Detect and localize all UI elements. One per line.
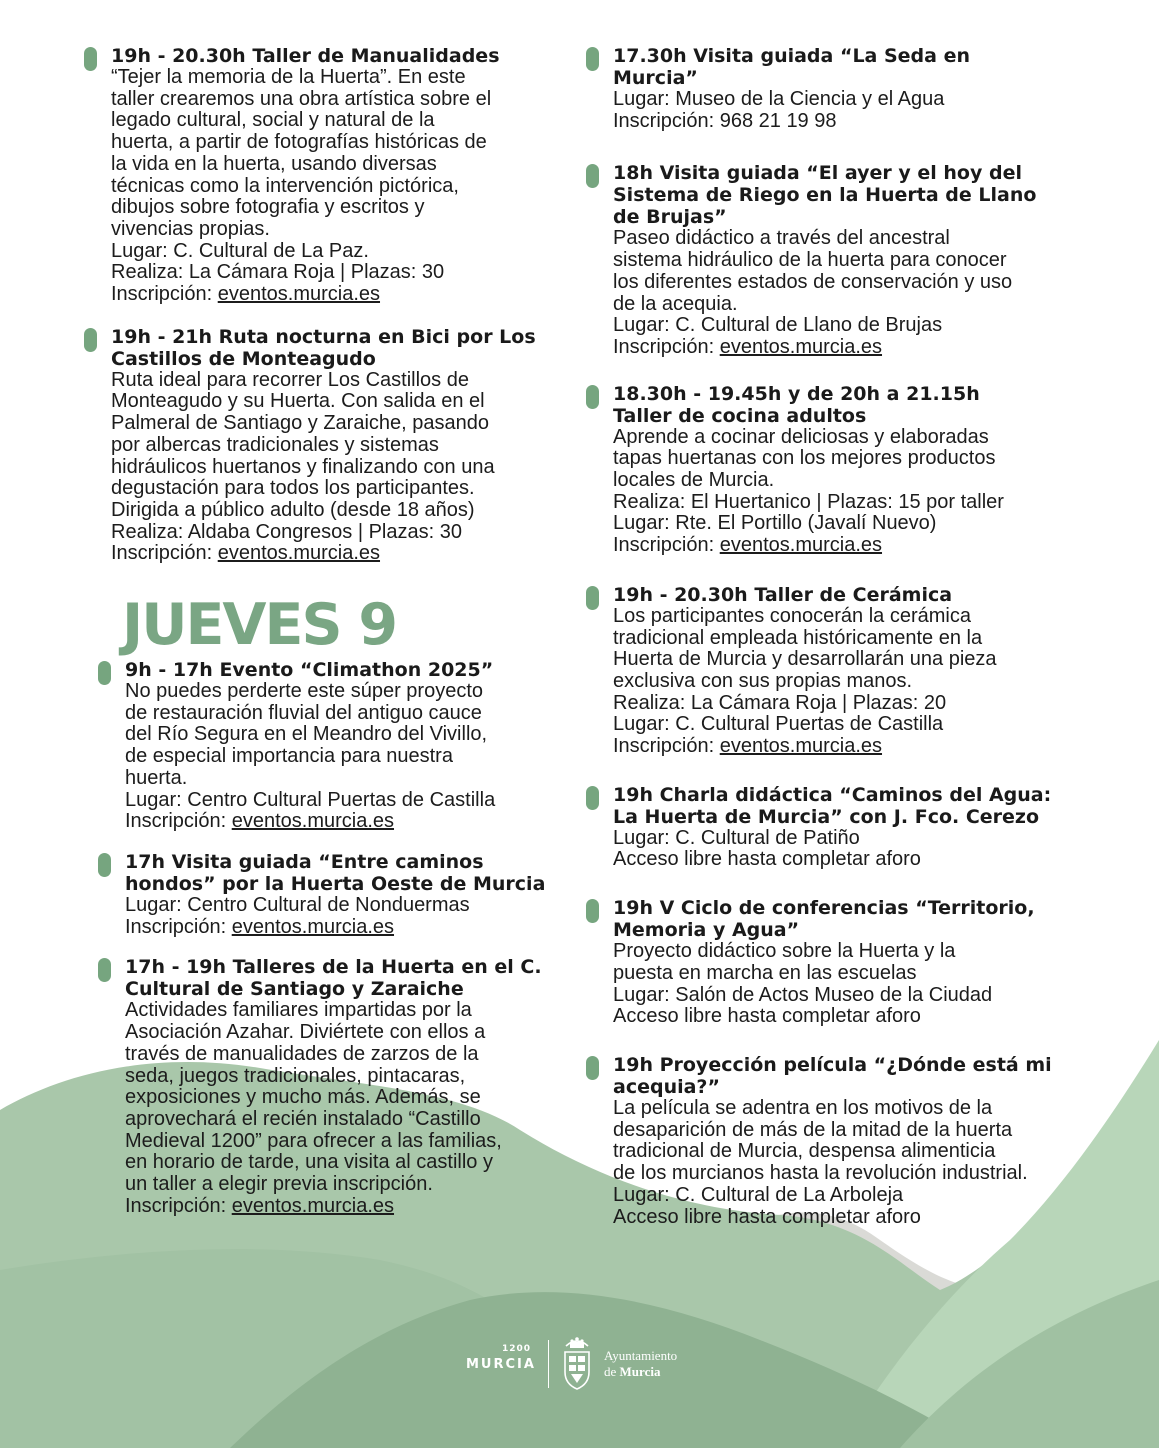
- event-body-line: por albercas tradicionales y sistemas: [111, 433, 439, 456]
- event-body-line: Realiza: La Cámara Roja | Plazas: 20: [613, 691, 947, 714]
- event-body-line: Medieval 1200” para ofrecer a las familias,: [125, 1129, 502, 1152]
- event-body-line: Dirigida a público adulto (desde 18 años): [111, 498, 475, 521]
- bullet-marker: [84, 47, 97, 71]
- inscription-row: [613, 337, 1106, 359]
- event-body-line: la vida en la huerta, usando diversas: [111, 152, 437, 175]
- event-body-line: desaparición de más de la mitad de la huerta: [613, 1118, 1013, 1141]
- event-body-line: Ruta ideal para recorrer Los Castillos de: [111, 368, 469, 391]
- event-title: [613, 162, 1106, 228]
- event-body-line: Los participantes conocerán la cerámica: [613, 604, 971, 627]
- left-column: [84, 45, 574, 1217]
- event-body: [125, 1000, 574, 1217]
- event-title: [125, 851, 574, 895]
- event-body-line: Lugar: Museo de la Ciencia y el Agua: [613, 88, 945, 110]
- event-title-line: Castillos de Monteagudo: [111, 347, 376, 370]
- event-body-line: exposiciones y mucho más. Además, se: [125, 1086, 481, 1109]
- event-body-line: Realiza: Aldaba Congresos | Plazas: 30: [111, 520, 462, 543]
- ayuntamiento-city: Murcia: [619, 1364, 661, 1379]
- day-heading: JUEVES 9: [122, 592, 397, 659]
- event-body-line: “Tejer la memoria de la Huerta”. En este: [111, 66, 466, 88]
- bullet-marker: [84, 328, 97, 352]
- event-body-line: Paseo didáctico a través del ancestral: [613, 227, 950, 250]
- event-title-line: Cultural de Santiago y Zaraiche: [125, 978, 464, 1001]
- event-title: [613, 1054, 1106, 1098]
- event-title-line: La Huerta de Murcia” con J. Fco. Cerezo: [613, 805, 1040, 828]
- event-body-line: Lugar: Centro Cultural Puertas de Castilla: [125, 788, 496, 811]
- event-item: [586, 897, 1106, 1028]
- event-body-line: de la acequia.: [613, 292, 738, 315]
- brand-number: 1200: [502, 1344, 532, 1354]
- event-body-line: Lugar: Centro Cultural de Nonduermas: [125, 893, 470, 916]
- inscription-link[interactable]: eventos.murcia.es: [719, 335, 883, 358]
- inscription-label: Inscripción:: [613, 335, 715, 358]
- event-body-line: Monteagudo y su Huerta. Con salida en el: [111, 390, 485, 413]
- event-body-line: Acceso libre hasta completar aforo: [613, 1205, 921, 1228]
- inscription-row: [111, 284, 574, 306]
- footer-logos: [466, 1330, 706, 1400]
- event-title-line: Taller de cocina adultos: [613, 404, 867, 427]
- event-body-line: Acceso libre hasta completar aforo: [613, 1005, 921, 1028]
- event-body-line: Asociación Azahar. Diviértete con ellos a: [125, 1021, 486, 1044]
- event-body-line: Lugar: C. Cultural de La Paz.: [111, 239, 369, 262]
- murcia-1200-logo: MURCIA: [466, 1357, 536, 1372]
- event-title-line: 19h - 21h Ruta nocturna en Bici por Los: [111, 325, 536, 348]
- event-title: [613, 784, 1106, 828]
- event-body-line: tapas huertanas con los mejores productos: [613, 447, 996, 470]
- event-title: [613, 45, 1106, 89]
- coat-of-arms-icon: [560, 1334, 594, 1394]
- event-item: [84, 45, 574, 306]
- event-title-line: Murcia”: [613, 67, 698, 89]
- bullet-marker: [586, 786, 599, 810]
- event-body-line: Lugar: C. Cultural Puertas de Castilla: [613, 713, 944, 736]
- inscription-label: Inscripción:: [125, 915, 227, 938]
- event-title: [613, 897, 1106, 941]
- event-body-line: Lugar: C. Cultural de La Arboleja: [613, 1183, 904, 1206]
- event-body-line: de restauración fluvial del antiguo cauce: [125, 701, 482, 724]
- ayuntamiento-prefix: de: [604, 1364, 617, 1379]
- inscription-link[interactable]: eventos.murcia.es: [217, 283, 381, 306]
- event-body-line: taller crearemos una obra artística sobre el: [111, 87, 492, 110]
- event-body-line: de los murcianos hasta la revolución industrial.: [613, 1162, 1028, 1185]
- event-body: [613, 828, 1106, 871]
- event-item: [84, 326, 574, 565]
- inscription-row: [125, 1196, 574, 1218]
- ayuntamiento-line1: Ayuntamiento: [604, 1348, 678, 1363]
- event-body-line: Lugar: C. Cultural de Llano de Brujas: [613, 314, 943, 337]
- event-body: [613, 228, 1106, 358]
- event-title-line: acequia?”: [613, 1075, 720, 1098]
- event-title: [613, 584, 1106, 606]
- event-title-line: 17h Visita guiada “Entre caminos: [125, 850, 484, 873]
- bullet-marker: [586, 1056, 599, 1080]
- bullet-marker: [586, 385, 599, 409]
- event-body-line: Realiza: La Cámara Roja | Plazas: 30: [111, 261, 445, 284]
- inscription-row: [111, 543, 574, 565]
- event-body-line: Huerta de Murcia y desarrollarán una pieza: [613, 648, 997, 671]
- event-title-line: 19h Proyección película “¿Dónde está mi: [613, 1053, 1052, 1076]
- event-body-line: huerta, a partir de fotografías históricas de: [111, 131, 487, 154]
- event-body-line: No puedes perderte este súper proyecto: [125, 680, 483, 703]
- event-body: [125, 681, 574, 833]
- event-title-line: 17.30h Visita guiada “La Seda en: [613, 45, 971, 67]
- event-body-line: sistema hidráulico de la huerta para conocer: [613, 249, 1007, 272]
- event-body-line: legado cultural, social y natural de la: [111, 109, 435, 132]
- event-title: [613, 383, 1106, 427]
- event-body-line: través de manualidades de zarzos de la: [125, 1042, 479, 1065]
- event-body-line: Acceso libre hasta completar aforo: [613, 848, 921, 871]
- event-body-line: dibujos sobre fotografia y escritos y: [111, 196, 425, 219]
- event-body-line: Lugar: C. Cultural de Patiño: [613, 826, 860, 849]
- event-title-line: Sistema de Riego en la Huerta de Llano: [613, 184, 1037, 207]
- inscription-label: Inscripción:: [125, 810, 227, 833]
- event-body-line: locales de Murcia.: [613, 469, 775, 492]
- bullet-marker: [586, 899, 599, 923]
- inscription-row: [613, 736, 1106, 758]
- event-body-line: aprovechará el recién instalado “Castillo: [125, 1107, 481, 1130]
- event-body: [613, 89, 1106, 132]
- event-body-line: tradicional de Murcia, despensa alimenticia: [613, 1140, 996, 1163]
- event-title-line: de Brujas”: [613, 206, 727, 229]
- event-body-line: Proyecto didáctico sobre la Huerta y la: [613, 940, 956, 963]
- event-body-line: Palmeral de Santiago y Zaraiche, pasando: [111, 412, 490, 435]
- event-item: [586, 162, 1106, 358]
- event-body-line: tradicional empleada históricamente en la: [613, 626, 983, 649]
- bullet-marker: [586, 586, 599, 610]
- event-title-line: 19h - 20.30h Taller de Manualidades: [111, 45, 500, 67]
- inscription-row: [613, 535, 1106, 557]
- bullet-marker: [586, 164, 599, 188]
- event-item: [586, 584, 1106, 758]
- event-item: [98, 659, 574, 833]
- event-body-line: Inscripción: 968 21 19 98: [613, 109, 837, 132]
- event-item: [586, 383, 1106, 557]
- event-body-line: vivencias propias.: [111, 217, 270, 240]
- inscription-row: [125, 811, 574, 833]
- event-title-line: hondos” por la Huerta Oeste de Murcia: [125, 872, 546, 895]
- event-title-line: 19h Charla didáctica “Caminos del Agua:: [613, 783, 1052, 806]
- event-body-line: Aprende a cocinar deliciosas y elaboradas: [613, 425, 989, 448]
- event-body: [111, 67, 574, 306]
- event-title-line: 17h - 19h Talleres de la Huerta en el C.: [125, 956, 542, 979]
- inscription-link[interactable]: eventos.murcia.es: [231, 915, 395, 938]
- event-title: [111, 45, 574, 67]
- inscription-row: [125, 917, 574, 939]
- event-item: [586, 1054, 1106, 1228]
- day-events: [84, 659, 574, 1217]
- right-column: [586, 45, 1106, 1228]
- event-body: [111, 370, 574, 565]
- event-body-line: Lugar: Salón de Actos Museo de la Ciudad: [613, 983, 993, 1006]
- event-body-line: en horario de tarde, una visita al castillo y: [125, 1151, 493, 1174]
- event-body-line: del Río Segura en el Meandro del Vivillo,: [125, 723, 488, 746]
- inscription-label: Inscripción:: [111, 542, 213, 565]
- inscription-label: Inscripción:: [125, 1194, 227, 1217]
- inscription-link[interactable]: eventos.murcia.es: [231, 1194, 395, 1217]
- event-body-line: huerta.: [125, 766, 188, 789]
- event-body-line: seda, juegos tradicionales, pintacaras,: [125, 1064, 466, 1087]
- event-body: [613, 427, 1106, 557]
- event-title: [111, 326, 574, 370]
- inscription-label: Inscripción:: [613, 735, 715, 758]
- event-title-line: 18h Visita guiada “El ayer y el hoy del: [613, 162, 1022, 185]
- event-title-line: Memoria y Agua”: [613, 919, 800, 942]
- logo-divider: [548, 1340, 549, 1388]
- event-body-line: degustación para todos los participantes.: [111, 477, 475, 500]
- event-item: [98, 956, 574, 1217]
- event-title-line: 19h - 20.30h Taller de Cerámica: [613, 583, 953, 606]
- inscription-link[interactable]: eventos.murcia.es: [231, 810, 395, 833]
- event-body-line: técnicas como la intervención pictórica,: [111, 174, 459, 197]
- event-body-line: puesta en marcha en las escuelas: [613, 961, 917, 984]
- event-body-line: Lugar: Rte. El Portillo (Javalí Nuevo): [613, 512, 937, 535]
- event-body-line: un taller a elegir previa inscripción.: [125, 1173, 433, 1196]
- event-body-line: La película se adentra en los motivos de la: [613, 1096, 993, 1119]
- event-body-line: Realiza: El Huertanico | Plazas: 15 por taller: [613, 490, 1004, 513]
- inscription-link[interactable]: eventos.murcia.es: [217, 542, 381, 565]
- event-title-line: 9h - 17h Evento “Climathon 2025”: [125, 659, 494, 682]
- event-body: [613, 606, 1106, 758]
- event-item: [586, 45, 1106, 132]
- event-body-line: hidráulicos huertanos y finalizando con una: [111, 455, 495, 478]
- inscription-link[interactable]: eventos.murcia.es: [719, 534, 883, 557]
- event-body-line: exclusiva con sus propias manos.: [613, 669, 913, 692]
- event-title-line: 19h V Ciclo de conferencias “Territorio,: [613, 897, 1035, 920]
- event-body: [613, 1098, 1106, 1228]
- bullet-marker: [98, 958, 111, 982]
- event-body: [125, 895, 574, 938]
- bullet-marker: [98, 661, 111, 685]
- right-events: [586, 45, 1106, 1228]
- event-title-line: 18.30h - 19.45h y de 20h a 21.15h: [613, 382, 980, 405]
- event-body: [613, 941, 1106, 1028]
- inscription-label: Inscripción:: [111, 283, 213, 306]
- event-body-line: Actividades familiares impartidas por la: [125, 999, 472, 1022]
- inscription-label: Inscripción:: [613, 534, 715, 557]
- event-title: [125, 956, 574, 1000]
- left-events: [84, 45, 574, 565]
- event-body-line: los diferentes estados de conservación y uso: [613, 270, 1013, 293]
- bullet-marker: [98, 853, 111, 877]
- event-item: [98, 851, 574, 938]
- inscription-link[interactable]: eventos.murcia.es: [719, 735, 883, 758]
- event-title: [125, 659, 574, 681]
- event-item: [586, 784, 1106, 871]
- bullet-marker: [586, 47, 599, 71]
- event-body-line: de especial importancia para nuestra: [125, 745, 453, 768]
- ayuntamiento-line2: [604, 1364, 660, 1380]
